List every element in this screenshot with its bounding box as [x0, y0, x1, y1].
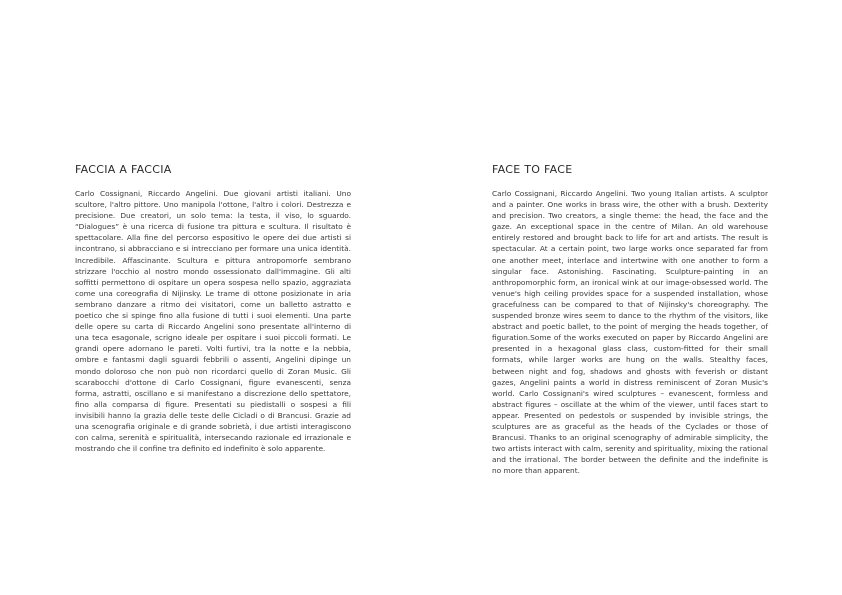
- english-text-column: [492, 163, 768, 476]
- italian-heading: FACCIA A FACCIA: [75, 163, 172, 176]
- italian-text-column: [75, 163, 351, 454]
- english-heading: FACE TO FACE: [492, 163, 573, 176]
- english-body-paragraph: Carlo Cossignani, Riccardo Angelini. Two young Italian artists. A sculptor and a painter. One works in brass wire, the other with a brush. Dexterity and precision. Two creators, a single theme: the head, the face and the gaze. An exceptional space in the centre of Milan. An old warehouse entirely restored and brought back to life for art and artists. The result is spectacular. At a certain point, two large works once separated far from one another meet, interlace and intertwine with one another to form a singular face. Astonishing. Fascinating. Sculpture-painting in an anthropomorphic form, an ironical wink at our image-obsessed world. The venue's high ceiling provides space for a suspended installation, whose gracefulness can be compared to that of Nijinsky's choreography. The suspended bronze wires seem to dance to the rhythm of the visitors, like abstract and poetic ballet, to the point of merging the heads together, of figuration.Some of the works executed on paper by Riccardo Angelini are presented in a hexagonal glass class, custom-fitted for their small formats, while larger works are hung on the walls. Stealthy faces, between night and fog, shadows and ghosts with feverish or distant gazes, Angelini paints a world in distress reminiscent of Zoran Music's world. Carlo Cossignani's wired sculptures – evanescent, formless and abstract figures – oscillate at the whim of the viewer, until faces start to appear. Presented on pedestols or suspended by invisible strings, the sculptures are as graceful as the heads of the Cyclades or those of Brancusi. Thanks to an original scenography of admirable simplicity, the two artists interact with calm, serenity and spirituality, mixing the rational and the irrational. The border between the definite and the indefinite is no more than apparent.: [492, 189, 768, 476]
- italian-body-paragraph: Carlo Cossignani, Riccardo Angelini. Due giovani artisti italiani. Uno scultore, l'altro pittore. Uno manipola l'ottone, l'altro i colori. Destrezza e precisione. Due creatori, un solo tema: la testa, il viso, lo sguardo. “Dialogues” è una ricerca di fusione tra pittura e scultura. Il risultato è spettacolare. Alla fine del percorso espositivo le opere dei due artisti si incontrano, si abbracciano e si intrecciano per formare una unica identità. Incredibile. Affascinante. Scultura e pittura antropomorfe sembrano strizzare l'occhio al nostro mondo ossessionato dall'immagine. Gli alti soffitti permettono di ospitare un opera sospesa nello spazio, aggraziata come una coreografia di Nijinsky. Le trame di ottone posizionate in aria sembrano danzare a ritmo dei visitatori, come un balletto astratto e poetico che si spinge fino alla fusione di tutti i suoi elementi. Una parte delle opere su carta di Riccardo Angelini sono presentate all'interno di una teca esagonale, scrigno ideale per ospitare i suoi piccoli formati. Le grandi opere adornano le pareti. Volti furtivi, tra la notte e la nebbia, ombre e fantasmi dagli sguardi febbrili o assenti, Angelini dipinge un mondo doloroso che non può non ricordarci quello di Zoran Music. Gli scarabocchi d'ottone di Carlo Cossignani, figure evanescenti, senza forma, astratti, oscillano e si manifestano a discrezione dello spettatore, fino alla comparsa di figure. Presentati su piedistalli o sospesi a fili invisibili hanno la grazia delle teste delle Cicladi o di Brancusi. Grazie ad una scenografia originale e di grande sobrietà, i due artisti interagiscono con calma, serenità e spiritualità, intersecando razionale ed irrazionale e mostrando che il confine tra definito ed indefinito è solo apparente.: [75, 189, 351, 454]
